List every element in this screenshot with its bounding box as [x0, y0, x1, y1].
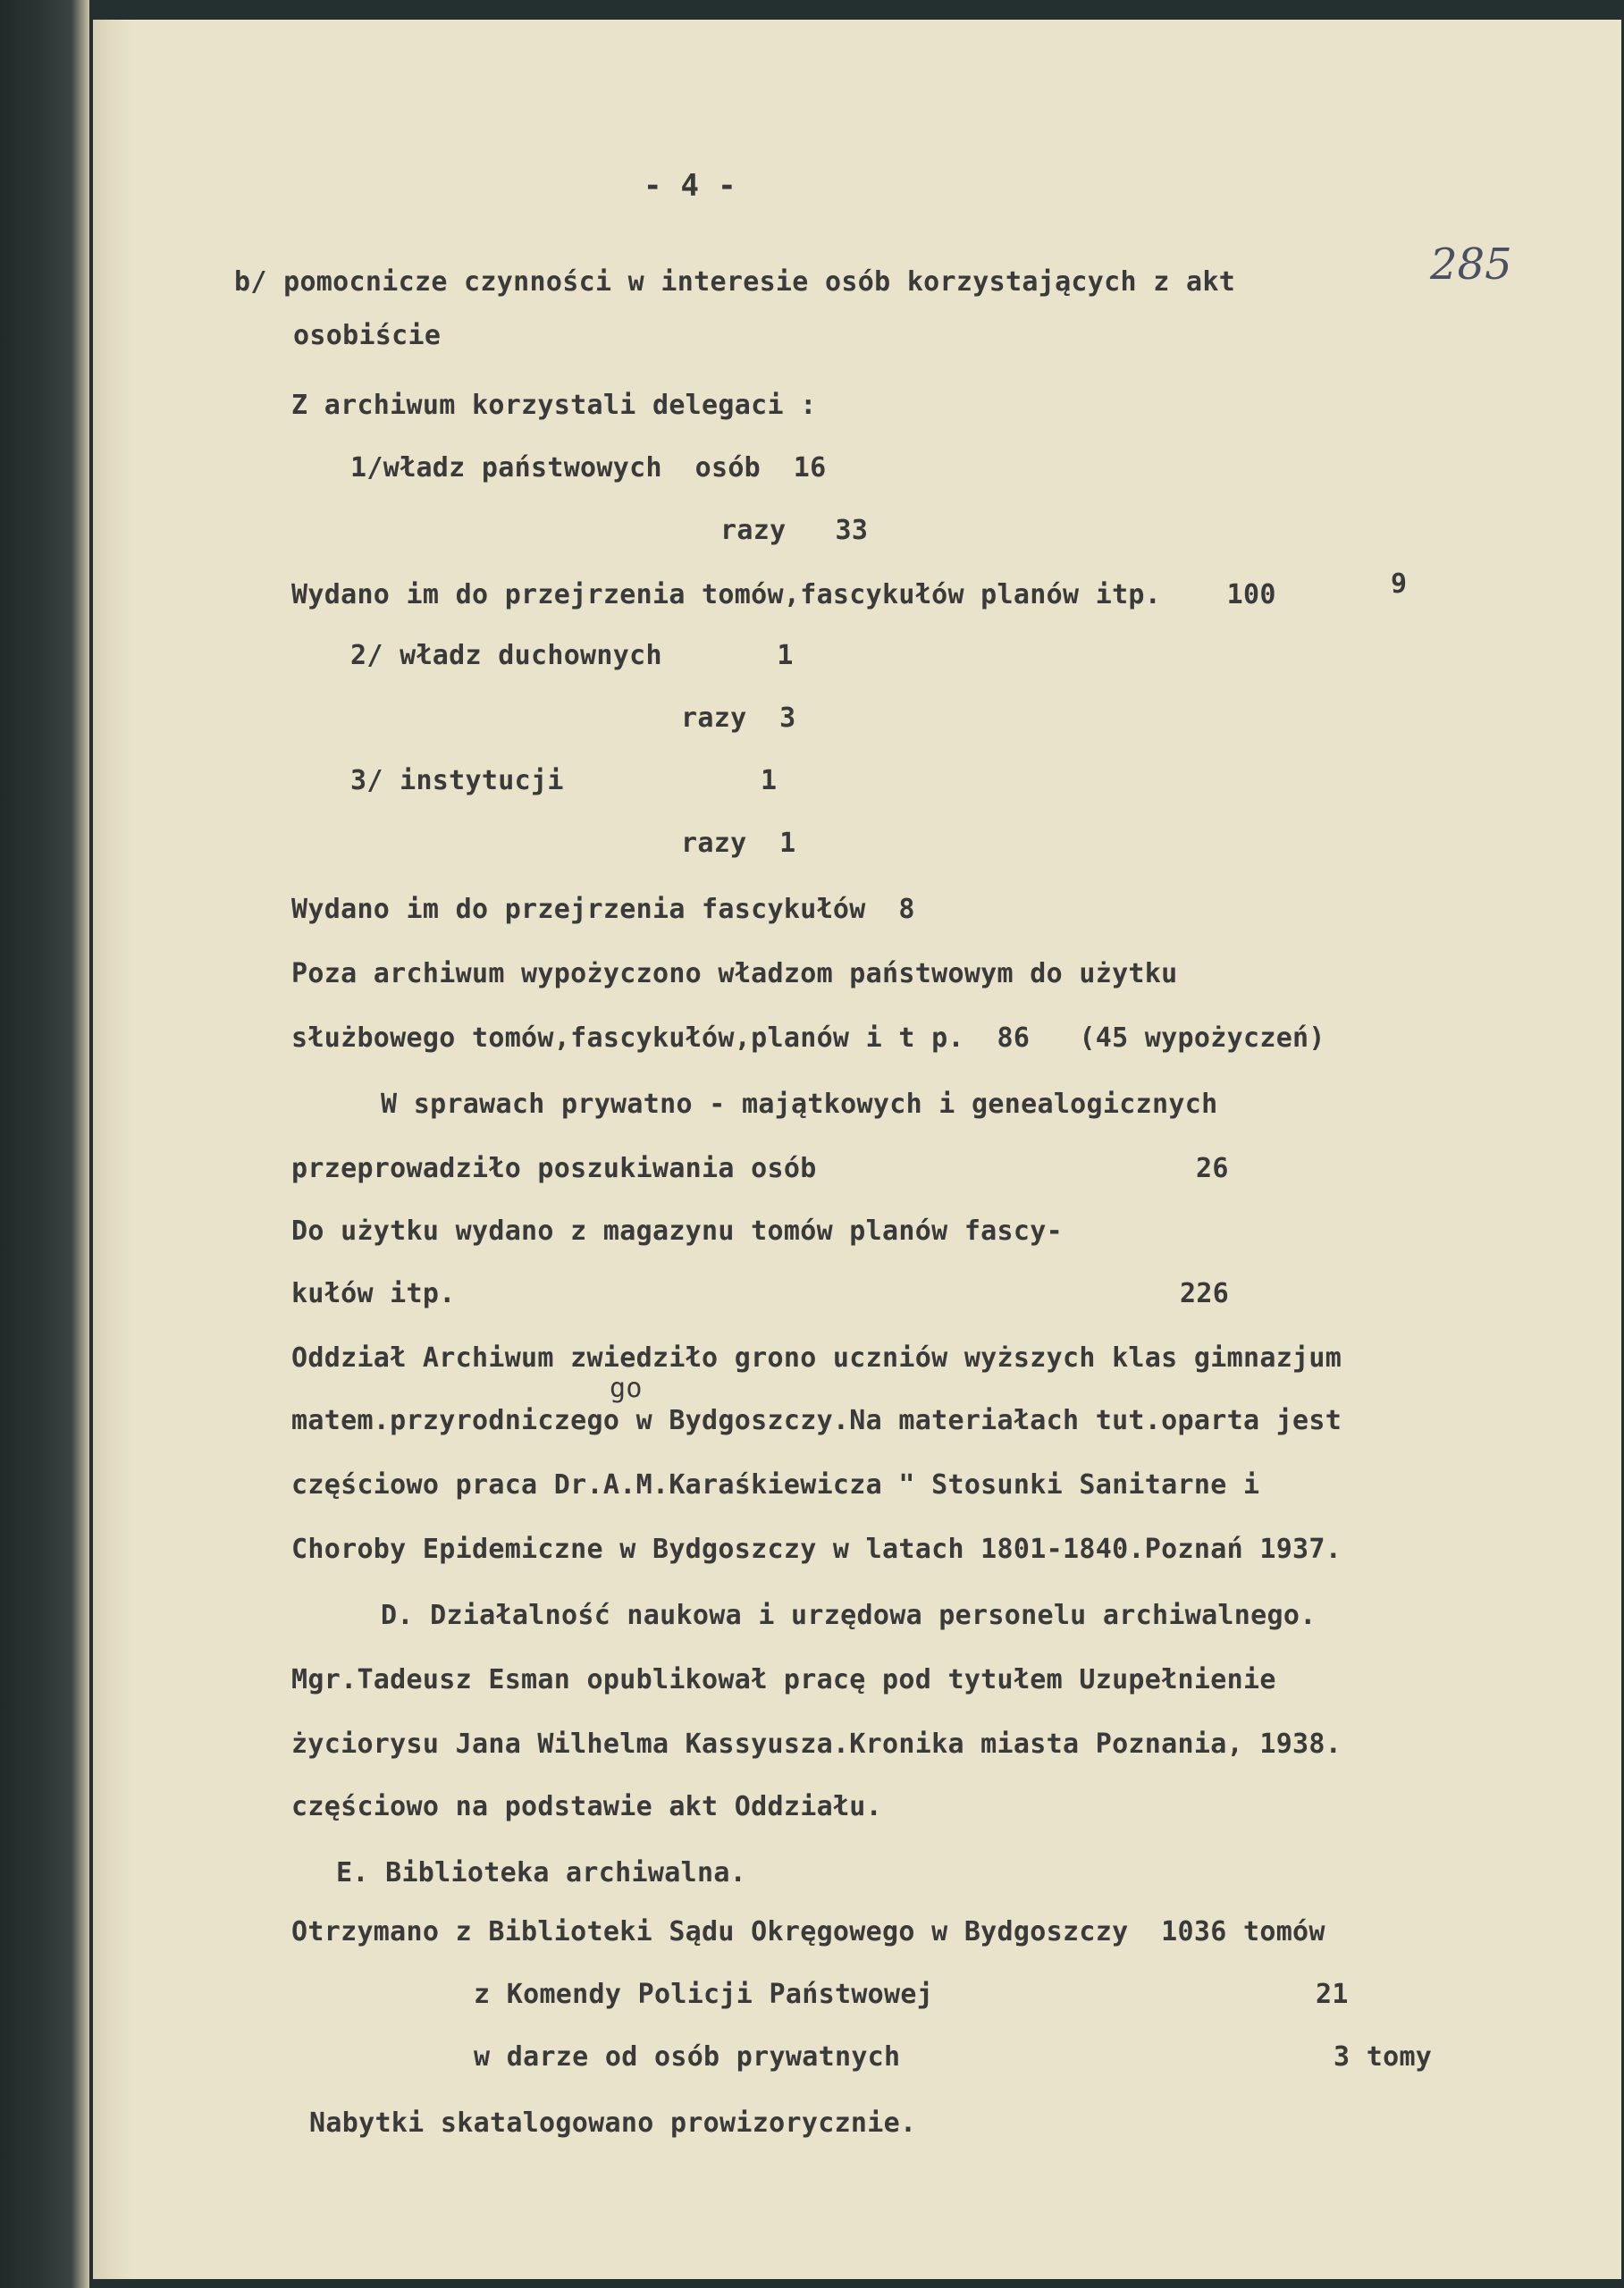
text-line-7: 2/ władz duchownych 1 — [350, 640, 794, 671]
text-line-8: razy 3 — [681, 702, 796, 734]
text-line-28-value: 21 — [1316, 1979, 1349, 2010]
text-line-24: życiorysu Jana Wilhelma Kassyusza.Kronika miasta Poznania, 1938. — [291, 1729, 1342, 1760]
text-line-2: osobiście — [293, 320, 442, 351]
text-line-19-insertion: go — [610, 1373, 643, 1404]
text-line-12: Poza archiwum wypożyczono władzom państwowym do użytku — [291, 958, 1178, 989]
text-line-1: b/ pomocnicze czynności w interesie osób korzystających z akt — [234, 266, 1236, 298]
text-line-30: Nabytki skatalogowano prowizorycznie. — [309, 2107, 917, 2139]
text-line-16: Do użytku wydano z magazynu tomów planów fascy- — [291, 1216, 1063, 1247]
text-line-14: W sprawach prywatno - majątkowych i genealogicznych — [381, 1089, 1218, 1120]
text-line-28: z Komendy Policji Państwowej — [474, 1979, 934, 2010]
page-fold-shadow — [93, 20, 132, 2279]
text-line-29-value: 3 tomy — [1334, 2041, 1433, 2073]
text-line-17-value: 226 — [1180, 1278, 1230, 1309]
section-heading-e: E. Biblioteka archiwalna. — [336, 1857, 747, 1888]
text-line-3: Z archiwum korzystali delegaci : — [291, 390, 817, 421]
text-line-21: Choroby Epidemiczne w Bydgoszczy w latach 1801-1840.Poznań 1937. — [291, 1534, 1342, 1565]
text-line-20: częściowo praca Dr.A.M.Karaśkiewicza " Stosunki Sanitarne i — [291, 1469, 1260, 1501]
page-number: - 4 - — [644, 168, 736, 204]
text-line-29: w darze od osób prywatnych — [474, 2041, 901, 2073]
text-line-27: Otrzymano z Biblioteki Sądu Okręgowego w Bydgoszczy 1036 tomów — [291, 1916, 1325, 1947]
text-line-23: Mgr.Tadeusz Esman opublikował pracę pod tytułem Uzupełnienie — [291, 1664, 1276, 1695]
text-line-25: częściowo na podstawie akt Oddziału. — [291, 1791, 883, 1822]
text-line-4: 1/władz państwowych osób 16 — [350, 452, 827, 484]
text-line-6-correction: 9 — [1391, 568, 1408, 600]
text-line-5: razy 33 — [720, 515, 869, 546]
text-line-19: matem.przyrodniczego w Bydgoszczy.Na materiałach tut.oparta jest — [291, 1405, 1342, 1436]
folio-number-handwritten: 285 — [1430, 240, 1512, 290]
text-line-9: 3/ instytucji 1 — [350, 765, 778, 796]
text-line-15-value: 26 — [1196, 1153, 1229, 1184]
text-line-15: przeprowadziło poszukiwania osób — [291, 1153, 817, 1184]
section-heading-d: D. Działalność naukowa i urzędowa personelu archiwalnego. — [381, 1600, 1317, 1631]
text-line-6: Wydano im do przejrzenia tomów,fascykułów planów itp. 100 — [291, 579, 1276, 610]
text-line-11: Wydano im do przejrzenia fascykułów 8 — [291, 894, 915, 925]
book-binding — [0, 0, 89, 2288]
text-line-18: Oddział Archiwum zwiedziło grono uczniów wyższych klas gimnazjum — [291, 1342, 1342, 1374]
text-line-17: kułów itp. — [291, 1278, 456, 1309]
text-line-13: służbowego tomów,fascykułów,planów i t p. 86 (45 wypożyczeń) — [291, 1022, 1325, 1054]
text-line-10: razy 1 — [681, 828, 796, 859]
